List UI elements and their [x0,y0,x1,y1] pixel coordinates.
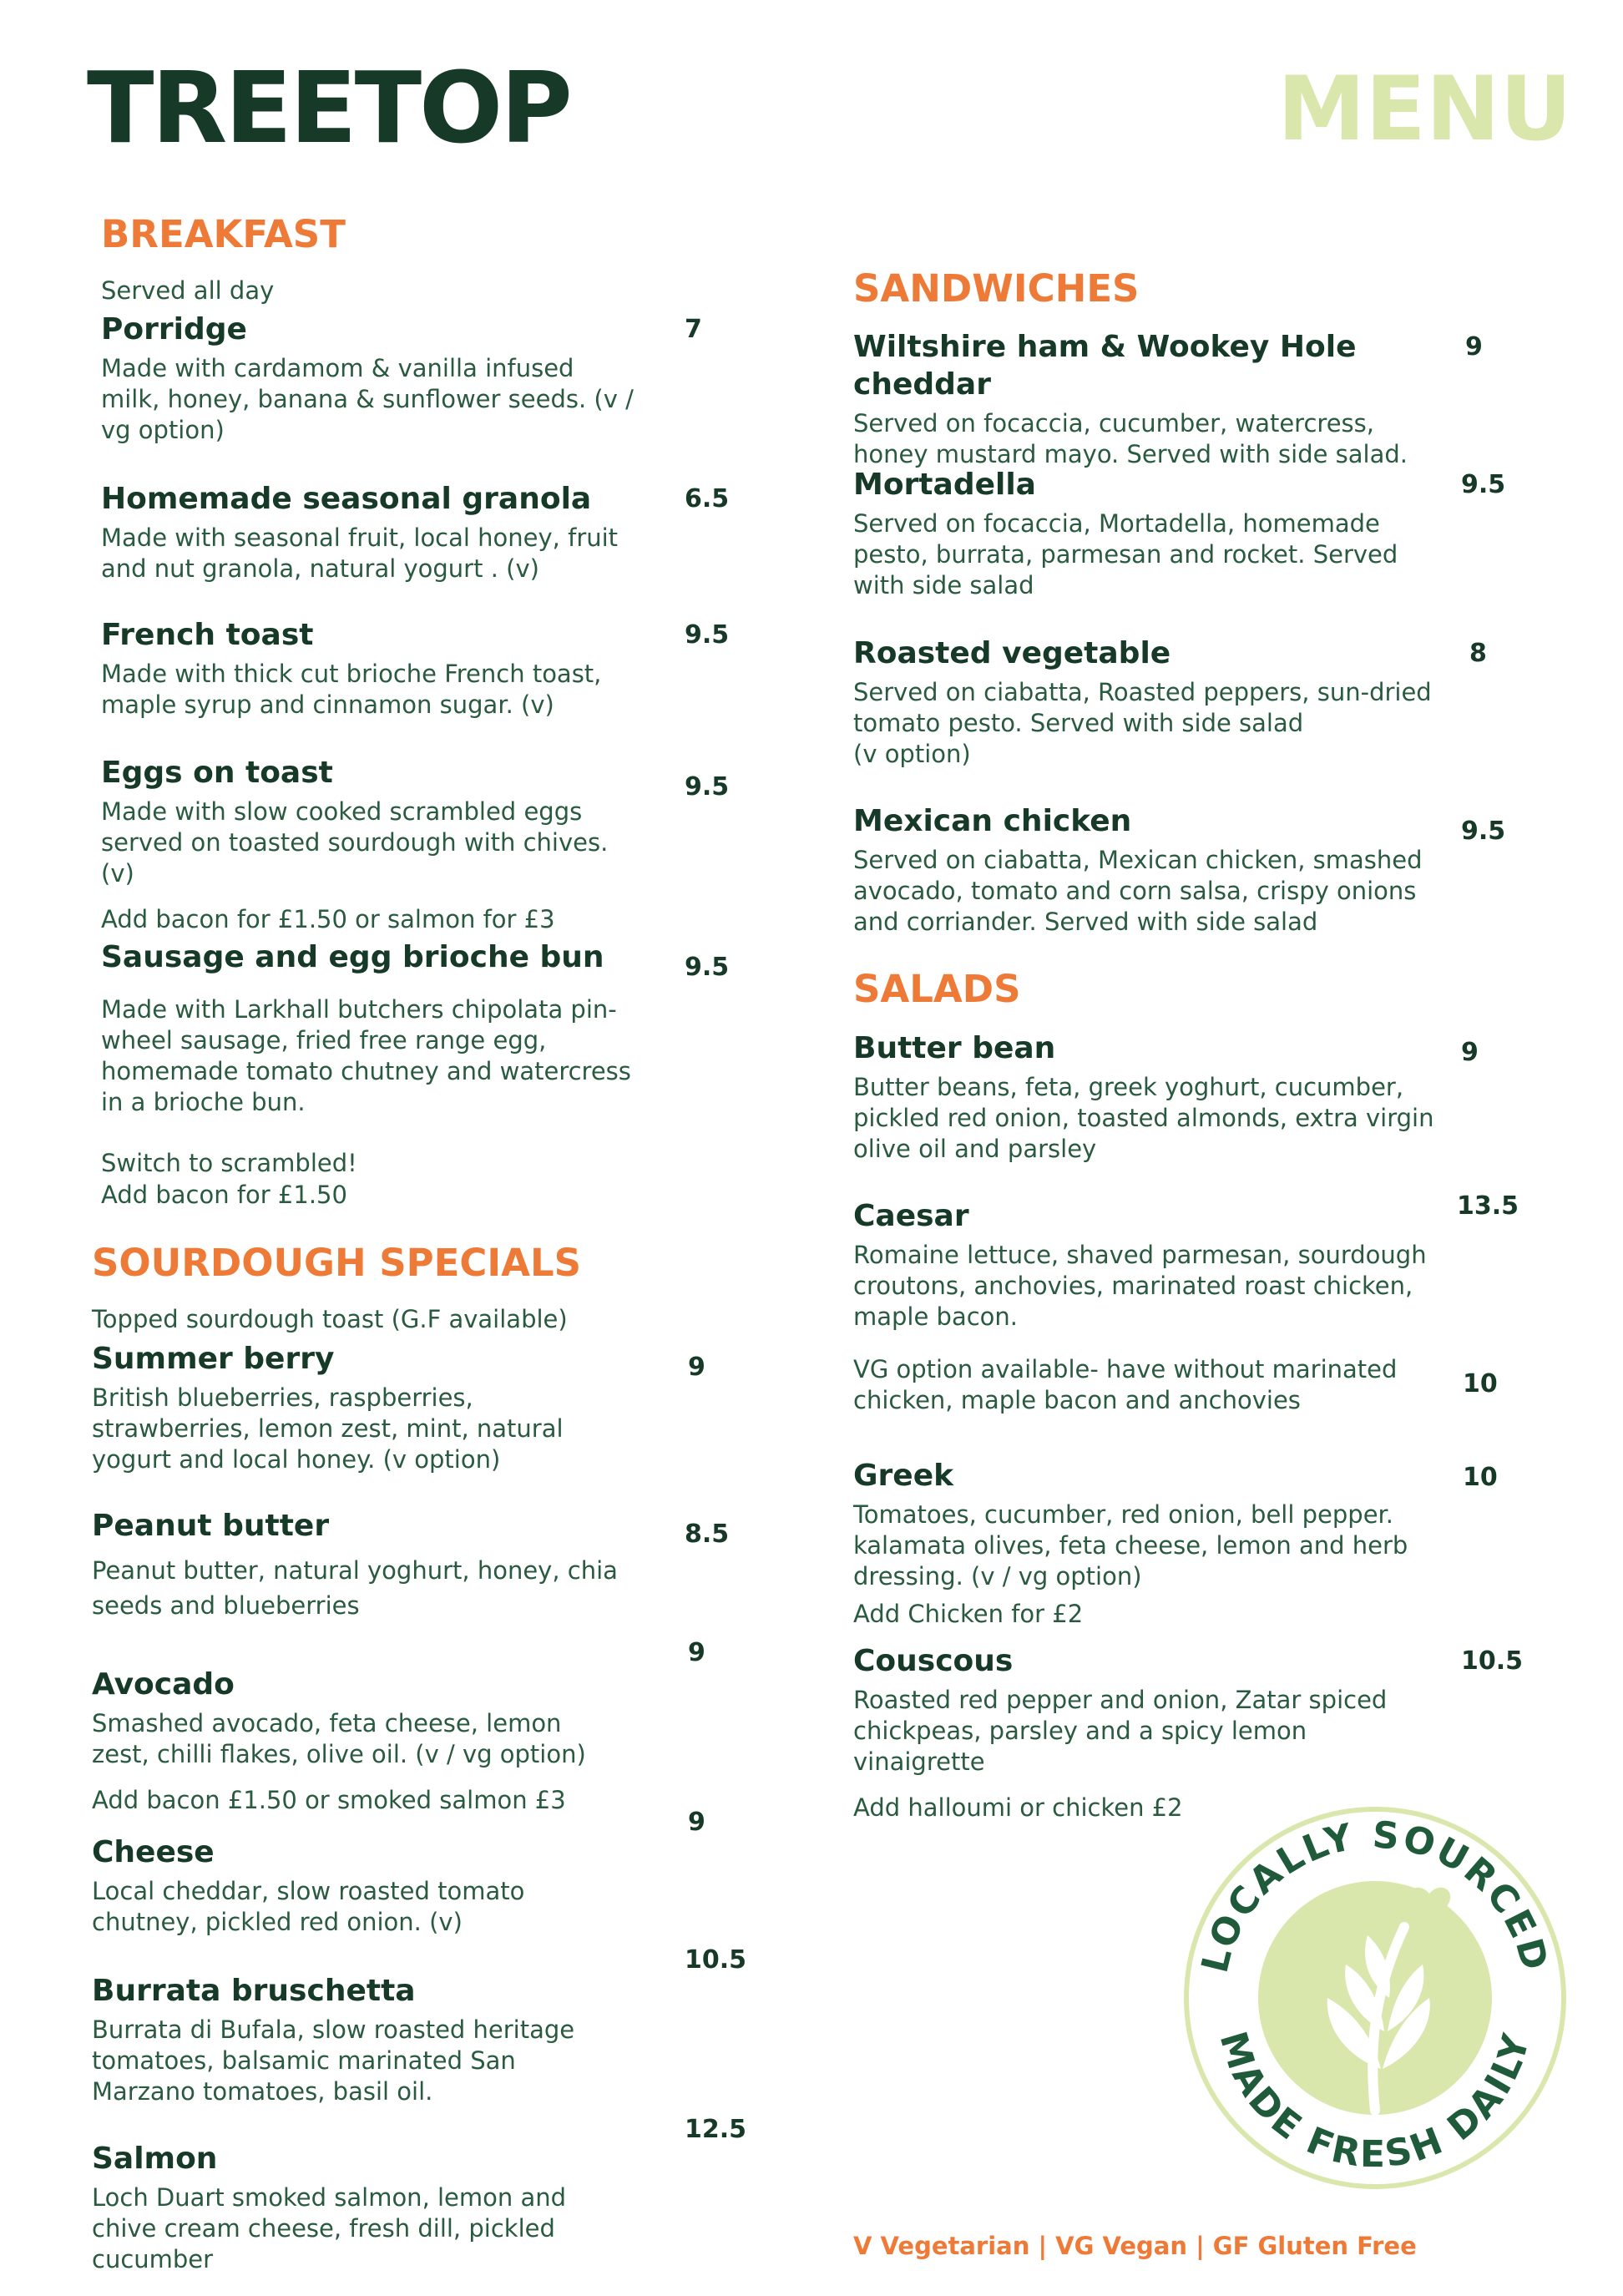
menu-item-granola [101,480,635,584]
item-description: Made with seasonal fruit, local honey, fruit and nut granola, natural yogurt . (v) [101,523,619,584]
menu-item-avocado [92,1666,626,1816]
item-vg-price: 10 [1463,1369,1498,1398]
item-description: Made with cardamom & vanilla infused milk, honey, banana & sunflower seeds. (v / vg option) [101,354,634,445]
menu-item-mexican-chicken [853,802,1438,938]
menu-item-porridge [101,311,635,446]
item-description: Romaine lettuce, shaved parmesan, sourdough croutons, anchovies, marinated roast chicken, maple bacon. [853,1241,1427,1332]
item-name: Roasted vegetable [853,636,1171,670]
item-price: 10.5 [1461,1646,1524,1676]
item-description: Served on ciabatta, Roasted peppers, sun-dried tomato pesto. Served with side salad [853,678,1432,738]
menu-item-cheese [92,1833,626,1938]
menu-item-butter-bean [853,1029,1438,1165]
badge-top-text: LOCALLY SOURCED [1193,1813,1557,1977]
item-description-note: (v option) [853,740,971,769]
menu-item-salmon [92,2140,626,2275]
badge-bottom-text: MADE FRESH DAILY [1211,2026,1539,2177]
locally-sourced-badge [1179,1802,1571,2194]
item-price: 12.5 [685,2115,747,2144]
sourdough-subtitle: Topped sourdough toast (G.F available) [92,1305,568,1333]
salads-heading: SALADS [853,967,1021,1011]
menu-item-summer-berry [92,1340,626,1475]
item-price: 9.5 [685,620,730,650]
breakfast-subtitle: Served all day [101,276,275,305]
menu-item-couscous [853,1642,1438,1823]
item-description: Made with Larkhall butchers chipolata pin-wheel sausage, fried free range egg, homemade tomato chutney and watercress in a brioche bun. [101,995,631,1117]
menu-item-eggs-on-toast [101,754,635,935]
menu-item-wiltshire-ham [853,328,1438,470]
item-price: 9 [688,1353,705,1382]
item-price: 8.5 [685,1520,730,1549]
item-name: Avocado [92,1667,235,1702]
menu-item-french-toast [101,616,635,721]
item-price: 9 [688,1808,705,1837]
item-description: Served on focaccia, Mortadella, homemade pesto, burrata, parmesan and rocket. Served with side salad [853,509,1398,600]
item-name: Greek [853,1459,954,1493]
item-description: Smashed avocado, feta cheese, lemon zest, chilli flakes, olive oil. (v / vg option) [92,1709,586,1769]
item-description: Burrata di Bufala, slow roasted heritage tomatoes, balsamic marinated San Marzano tomatoes, basil oil. [92,2015,575,2106]
item-description: Peanut butter, natural yoghurt, honey, chia seeds and blueberries [92,1556,618,1621]
item-vg-note: VG option available- have without marinated chicken, maple bacon and anchovies [853,1355,1398,1415]
menu-item-caesar [853,1197,1438,1417]
item-addon-note: Add bacon £1.50 or smoked salmon £3 [92,1786,566,1815]
item-price: 7 [685,315,702,344]
item-description: Loch Duart smoked salmon, lemon and chive cream cheese, fresh dill, pickled cucumber [92,2183,567,2274]
item-price: 10 [1463,1463,1498,1492]
item-price: 9.5 [1461,470,1506,499]
menu-item-roasted-vegetable [853,635,1438,770]
menu-item-sausage-bun [101,938,635,1211]
item-price: 6.5 [685,484,730,513]
dietary-legend: V Vegetarian | VG Vegan | GF Gluten Free [853,2232,1417,2260]
item-addon-note: Add bacon for £1.50 or salmon for £3 [101,905,555,934]
item-price: 9 [1461,1038,1479,1067]
item-name: Burrata bruschetta [92,1974,416,2008]
item-name: Sausage and egg brioche bun [101,940,604,974]
item-name: Homemade seasonal granola [101,482,592,516]
menu-item-burrata-bruschetta [92,1972,626,2107]
item-price: 9.5 [685,772,730,802]
item-name: Mortadella [853,468,1036,502]
item-description: Made with slow cooked scrambled eggs served on toasted sourdough with chives. (v) [101,797,609,888]
item-name: Porridge [101,312,247,346]
item-addon-note: Add halloumi or chicken £2 [853,1793,1183,1823]
menu-heading: MENU [1277,58,1572,160]
item-addon-note: Add Chicken for £2 [853,1600,1084,1629]
item-price: 9.5 [685,953,730,982]
menu-item-mortadella [853,466,1438,601]
item-description: Butter beans, feta, greek yoghurt, cucumber, pickled red onion, toasted almonds, extra virgin olive oil and parsley [853,1073,1434,1164]
item-name: Salmon [92,2142,218,2176]
sourdough-heading: SOURDOUGH SPECIALS [92,1241,582,1285]
item-name: Butter bean [853,1031,1056,1065]
item-name: Wiltshire ham & Wookey Hole cheddar [853,330,1357,402]
item-name: Mexican chicken [853,804,1132,838]
item-price: 9.5 [1461,817,1506,846]
item-description: Local cheddar, slow roasted tomato chutney, pickled red onion. (v) [92,1877,525,1937]
breakfast-heading: BREAKFAST [101,212,346,256]
item-description: Made with thick cut brioche French toast, maple syrup and cinnamon sugar. (v) [101,660,602,720]
item-name: Peanut butter [92,1509,330,1543]
item-description: Tomatoes, cucumber, red onion, bell pepper. kalamata olives, feta cheese, lemon and herb dressing. (v / vg option) [853,1500,1408,1591]
item-price: 9 [688,1638,705,1667]
item-name: Eggs on toast [101,756,333,790]
item-name: French toast [101,618,314,652]
item-description: British blueberries, raspberries, strawberries, lemon zest, mint, natural yogurt and local honey. (v option) [92,1383,564,1474]
item-price: 13.5 [1457,1191,1519,1221]
menu-item-peanut-butter [92,1507,626,1623]
item-addon-note: Add bacon for £1.50 [101,1180,347,1209]
item-price: 9 [1465,332,1483,362]
item-addon-note: Switch to scrambled! [101,1149,357,1178]
sandwiches-heading: SANDWICHES [853,266,1140,311]
item-description: Served on ciabatta, Mexican chicken, smashed avocado, tomato and corn salsa, crispy onions and corriander. Served with side salad [853,846,1423,937]
item-description: Served on focaccia, cucumber, watercress, honey mustard mayo. Served with side salad. [853,409,1408,469]
item-price: 8 [1469,639,1487,668]
item-price: 10.5 [685,1945,747,1975]
item-name: Summer berry [92,1342,335,1376]
brand-title: TREETOP [87,50,570,165]
item-description: Roasted red pepper and onion, Zatar spiced chickpeas, parsley and a spicy lemon vinaigrette [853,1686,1388,1777]
item-name: Cheese [92,1835,215,1869]
item-name: Caesar [853,1199,969,1233]
item-name: Couscous [853,1644,1014,1678]
menu-item-greek [853,1457,1438,1630]
